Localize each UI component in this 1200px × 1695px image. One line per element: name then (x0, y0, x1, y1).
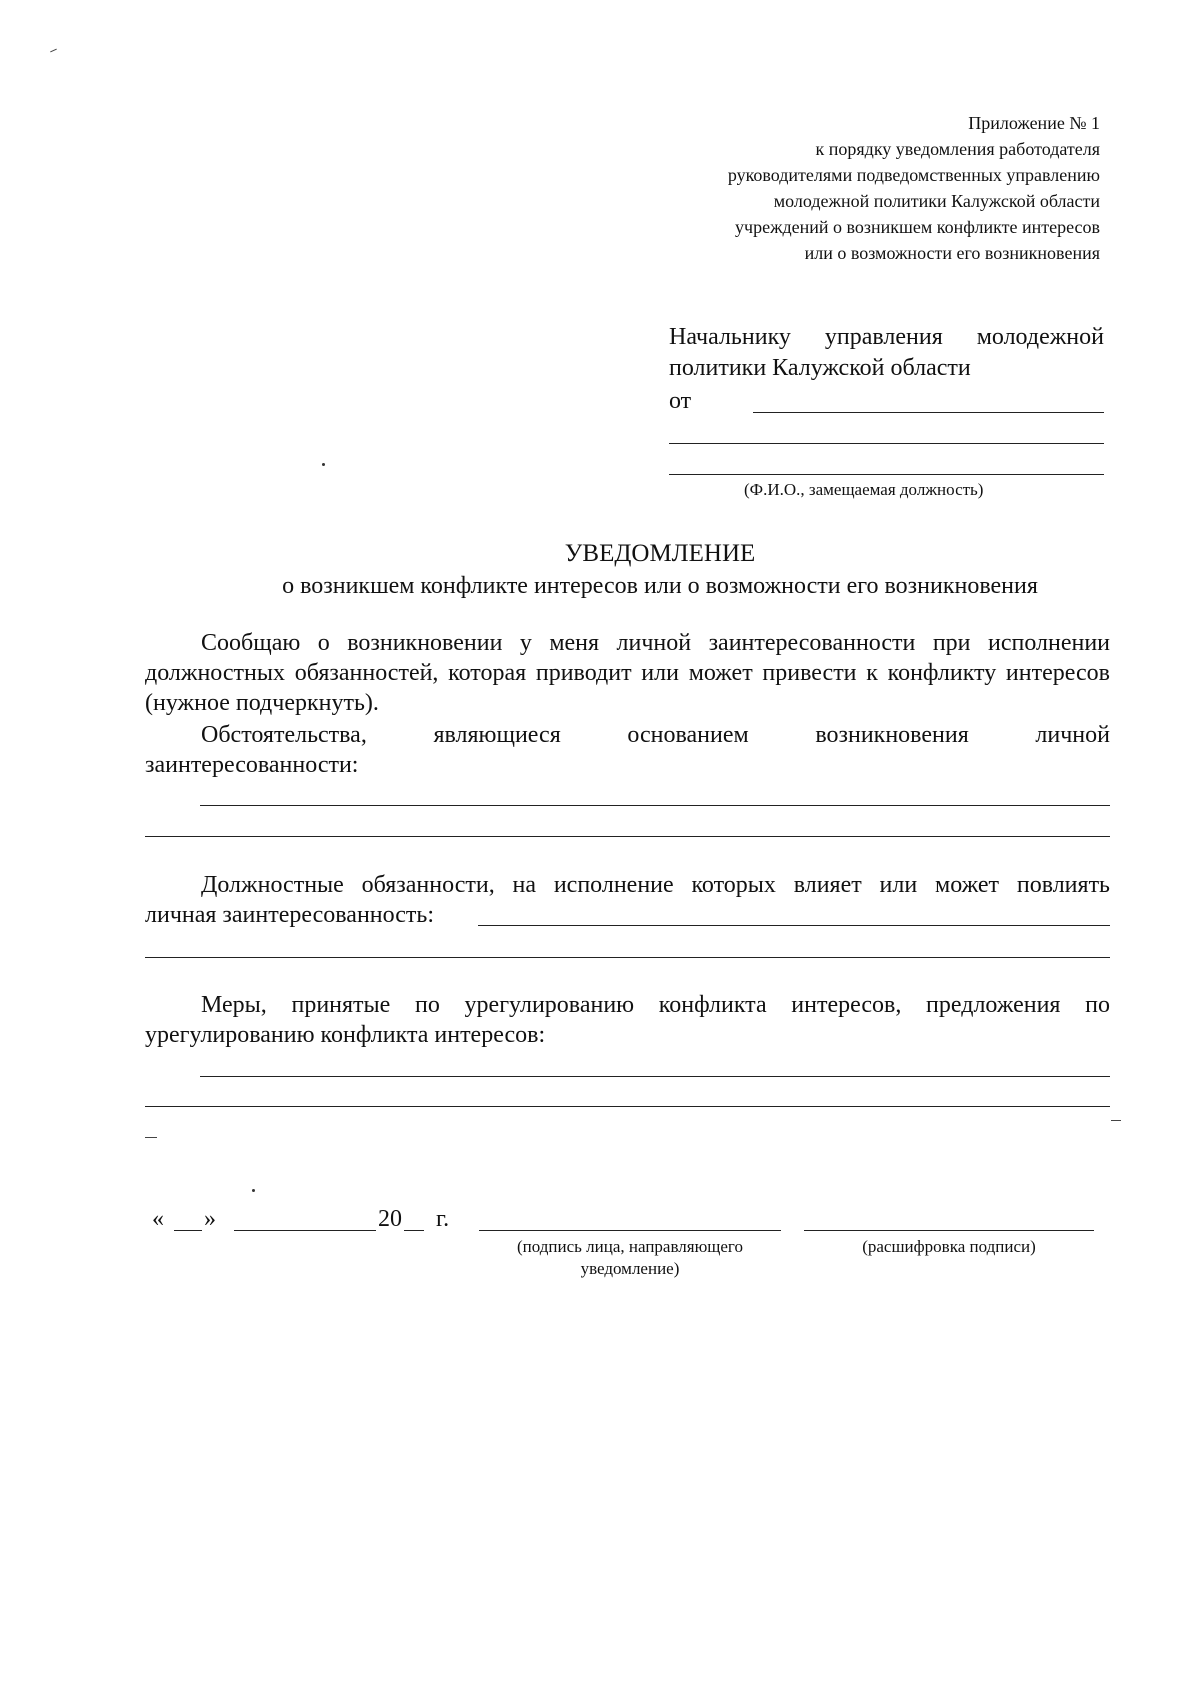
scan-speck (322, 463, 325, 466)
appendix-line: к порядку уведомления работодателя (815, 139, 1100, 159)
from-label: от (669, 388, 692, 414)
date-year-suffix: г. (436, 1206, 450, 1232)
date-day-field[interactable] (174, 1230, 202, 1231)
circumstances-line-2: заинтересованности: (145, 752, 359, 778)
appendix-line: Приложение № 1 (968, 113, 1100, 133)
date-open-quote: « (152, 1206, 164, 1232)
duties-line-1: Должностные обязанности, на исполнение которых влияет или может повлиять (201, 872, 1110, 898)
signature-hint-line-1: (подпись лица, направляющего (517, 1237, 743, 1256)
appendix-line: или о возможности его возникновения (804, 243, 1100, 263)
scan-speck (252, 1189, 255, 1192)
date-month-field[interactable] (234, 1230, 376, 1231)
circumstances-line-1: Обстоятельства, являющиеся основанием возникновения личной (201, 722, 1110, 748)
statement-paragraph: Сообщаю о возникновении у меня личной заинтересованности при исполнении должностных обязанностей, которая приводит или может привести к конфликту интересов (нужное подчеркнуть). (145, 630, 1110, 716)
date-close-quote: » (204, 1206, 216, 1232)
date-year-prefix: 20 (378, 1206, 402, 1232)
addressee-line-2: политики Калужской области (669, 355, 971, 381)
appendix-line: учреждений о возникшем конфликте интересов (735, 217, 1100, 237)
from-line-3[interactable] (669, 474, 1104, 475)
signature-hint-line-2: уведомление) (580, 1259, 680, 1278)
scan-speck (50, 49, 57, 53)
document-subtitle: о возникшем конфликте интересов или о возможности его возникновения (282, 573, 1038, 599)
duties-field-2[interactable] (145, 957, 1110, 958)
scan-speck (1111, 1120, 1121, 1121)
appendix-line: руководителями подведомственных управлению (727, 165, 1100, 185)
circumstances-field-1[interactable] (200, 805, 1110, 806)
addressee-block (669, 322, 1104, 384)
duties-line-2: личная заинтересованность: (145, 902, 434, 928)
name-position-hint: (Ф.И.О., замещаемая должность) (744, 480, 984, 499)
duties-field-1[interactable] (478, 925, 1110, 926)
appendix-header (540, 110, 1100, 266)
signature-hint (479, 1236, 781, 1280)
from-line-2[interactable] (669, 443, 1104, 444)
from-name-line[interactable] (753, 412, 1104, 413)
signature-field[interactable] (479, 1230, 781, 1231)
addressee-line-1: Начальнику управления молодежной (669, 324, 1104, 350)
signature-decode-field[interactable] (804, 1230, 1094, 1231)
measures-field-2[interactable] (145, 1106, 1110, 1107)
circumstances-field-2[interactable] (145, 836, 1110, 837)
document-title: УВЕДОМЛЕНИЕ (564, 540, 756, 567)
measures-field-1[interactable] (200, 1076, 1110, 1077)
measures-paragraph: Меры, принятые по урегулированию конфликта интересов, предложения по урегулированию конфликта интересов: (145, 992, 1110, 1048)
appendix-line: молодежной политики Калужской области (773, 191, 1100, 211)
signature-decode-hint: (расшифровка подписи) (862, 1237, 1036, 1256)
scan-speck (145, 1137, 157, 1138)
date-year-field[interactable] (404, 1230, 424, 1231)
